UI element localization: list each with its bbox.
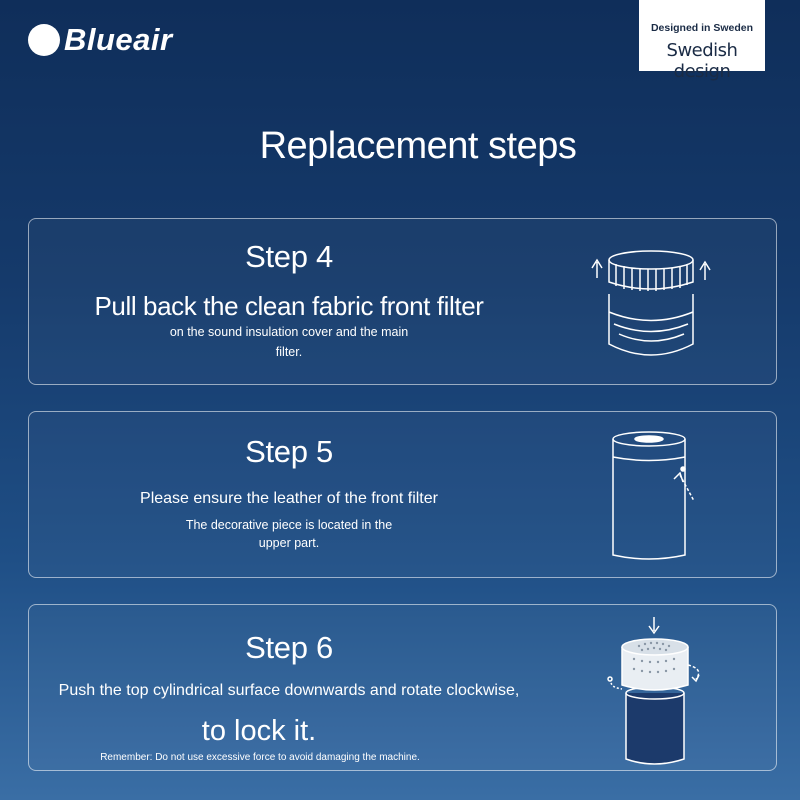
step-card-4 — [28, 218, 777, 385]
badge-title: Swedish design — [666, 40, 738, 82]
badge-subtitle: Designed in Sweden — [650, 22, 754, 34]
purifier-body-icon — [604, 427, 704, 567]
step-detail-cont: upper part. — [258, 536, 320, 550]
step-card-6 — [28, 604, 777, 771]
page-title: Replacement steps — [259, 125, 577, 167]
purifier-lock-icon — [604, 617, 714, 767]
step-title: Step 6 — [245, 630, 333, 665]
logo-circle-icon — [28, 24, 60, 56]
swedish-design-badge — [639, 0, 765, 82]
filter-lift-icon — [584, 244, 714, 364]
step-instruction: Please ensure the leather of the front filter — [140, 490, 438, 507]
step-title: Step 4 — [245, 239, 333, 274]
step-card-5 — [28, 411, 777, 578]
step-instruction: Push the top cylindrical surface downwards and rotate clockwise, — [58, 682, 520, 699]
step-detail-cont: filter. — [275, 345, 303, 359]
step-note: Remember: Do not use excessive force to avoid damaging the machine. — [100, 752, 420, 763]
step-instruction-emphasis: to lock it. — [201, 715, 317, 747]
step-instruction: Pull back the clean fabric front filter — [94, 291, 484, 321]
step-detail: on the sound insulation cover and the main — [169, 325, 409, 339]
step-detail: The decorative piece is located in the — [185, 518, 393, 532]
step-title: Step 5 — [245, 434, 333, 469]
brand-name: Blueair — [64, 22, 173, 57]
brand-logo — [28, 22, 173, 58]
